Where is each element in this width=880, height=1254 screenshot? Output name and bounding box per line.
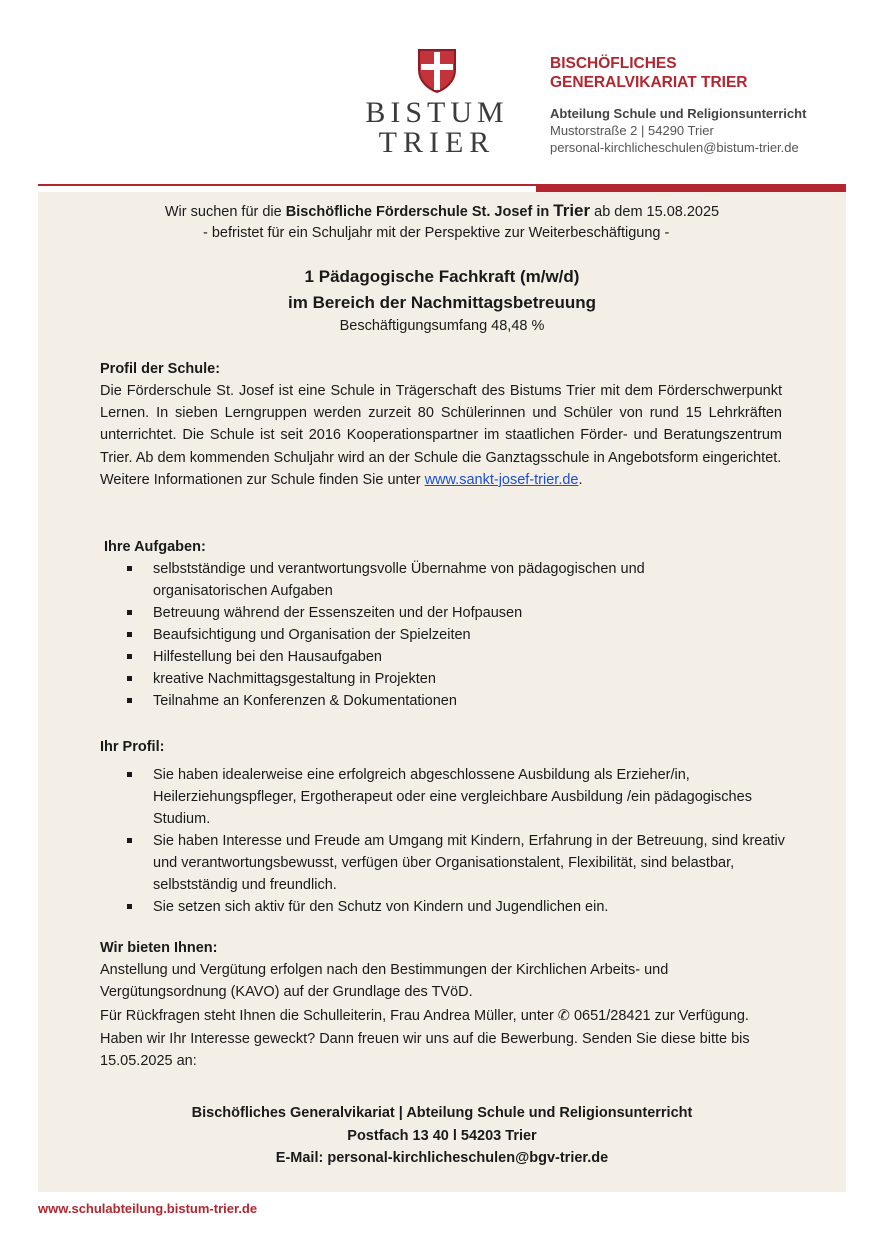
school-profile-text: Die Förderschule St. Josef ist eine Schule in Trägerschaft des Bistums Trier mit dem Förderschwerpunkt Lernen. In sieben Lerngruppen werden zurzeit 80 Schülerinnen und Schüler von rund 15 Lehrkräften unterrichtet. Die Schule ist seit 2016 Kooperationspartner im staatlichen Förder- und Beratungszentrum Trier. Ab dem kommenden Schuljahr wird an der Schule die Ganztagsschule in Angebotsform eingerichtet.	[100, 383, 782, 466]
offer-heading: Wir bieten Ihnen:	[100, 940, 218, 956]
bistum-trier-logo	[362, 48, 512, 158]
offer-apply: Haben wir Ihr Interesse geweckt? Dann freuen wir uns auf die Bewerbung. Senden Sie diese bitte bis 15.05.2025 an:	[100, 1030, 750, 1069]
list-item: Sie haben idealerweise eine erfolgreich abgeschlossene Ausbildung als Erzieher/in, Heilerziehungspfleger, Ergotherapeut oder eine vergleichbare Ausbildung /ein pädagogisches Studium.	[100, 764, 790, 830]
school-website-link[interactable]: www.sankt-josef-trier.de	[424, 471, 579, 488]
tasks-heading: Ihre Aufgaben:	[104, 539, 206, 555]
letterhead	[0, 0, 880, 190]
school-more-info	[100, 469, 782, 491]
intro-date: ab dem 15.08.2025	[590, 204, 720, 220]
address-line2: Postfach 13 40 l 54203 Trier	[347, 1127, 537, 1144]
profile-list	[100, 764, 790, 918]
more-info-suffix: .	[578, 471, 583, 488]
logo-text-bistum: BISTUM	[365, 96, 509, 129]
intro-line	[38, 200, 846, 223]
intro-fixed-term: - befristet für ein Schuljahr mit der Perspektive zur Weiterbeschäftigung -	[203, 225, 670, 241]
application-address	[38, 1102, 846, 1170]
contact-email: personal-kirchlicheschulen@bistum-trier.de	[550, 140, 799, 155]
footer-website[interactable]: www.schulabteilung.bistum-trier.de	[38, 1201, 258, 1216]
profile-list-wrap	[100, 764, 790, 918]
bullet-icon	[127, 566, 132, 571]
org-title-line2: GENERALVIKARIAT TRIER	[550, 74, 748, 91]
bullet-icon	[127, 610, 132, 615]
org-title-line1: BISCHÖFLICHES	[550, 55, 677, 72]
department-name: Abteilung Schule und Religionsunterricht	[550, 106, 807, 121]
list-item: Sie haben Interesse und Freude am Umgang mit Kindern, Erfahrung in der Betreuung, sind kreativ und verantwortungsbewusst, verfügen über Organisationstalent, Flexibilität, sind belastbar, selbstständig und freundlich.	[100, 830, 790, 896]
bullet-icon	[127, 676, 132, 681]
list-item: Beaufsichtigung und Organisation der Spielzeiten	[100, 624, 740, 646]
organization-block	[550, 54, 806, 156]
employment-scope: Beschäftigungsumfang 48,48 %	[339, 318, 545, 334]
section-school-profile	[100, 358, 782, 491]
logo-text-trier: TRIER	[378, 126, 496, 159]
list-item: Betreuung während der Essenszeiten und der Hofpausen	[100, 602, 740, 624]
intro-prefix: Wir suchen für die	[164, 204, 286, 220]
list-item: Hilfestellung bei den Hausaufgaben	[100, 646, 740, 668]
section-profile	[100, 736, 782, 758]
list-item: selbstständige und verantwortungsvolle Übernahme von pädagogischen und organisatorischen Aufgaben	[100, 558, 740, 602]
bullet-icon	[127, 838, 132, 843]
list-item: kreative Nachmittagsgestaltung in Projekten	[100, 668, 740, 690]
bullet-icon	[127, 698, 132, 703]
job-title-line2: im Bereich der Nachmittagsbetreuung	[288, 293, 596, 312]
section-tasks	[104, 536, 786, 558]
section-offer	[100, 937, 770, 1072]
list-item: Sie setzen sich aktiv für den Schutz von Kindern und Jugendlichen ein.	[100, 896, 790, 918]
offer-terms: Anstellung und Vergütung erfolgen nach den Bestimmungen der Kirchlichen Arbeits- und Vergütungsordnung (KAVO) auf der Grundlage des TVöD.	[100, 962, 669, 1001]
tasks-list-wrap	[100, 558, 740, 712]
offer-contact: Für Rückfragen steht Ihnen die Schulleiterin, Frau Andrea Müller, unter ✆ 0651/28421 zur Verfügung.	[100, 1008, 749, 1025]
school-profile-heading: Profil der Schule:	[100, 361, 221, 377]
job-title-line1: 1 Pädagogische Fachkraft (m/w/d)	[304, 267, 580, 286]
bullet-icon	[127, 654, 132, 659]
job-title	[38, 264, 846, 316]
shield-cross-icon	[417, 48, 457, 94]
tasks-list	[100, 558, 740, 712]
postal-address: Mustorstraße 2 | 54290 Trier	[550, 123, 714, 138]
bullet-icon	[127, 772, 132, 777]
intro-school: Bischöfliche Förderschule St. Josef in	[285, 204, 554, 220]
address-line1: Bischöfliches Generalvikariat | Abteilung Schule und Religionsunterricht	[191, 1105, 693, 1121]
more-info-prefix: Weitere Informationen zur Schule finden Sie unter	[100, 471, 425, 488]
list-item: Teilnahme an Konferenzen & Dokumentationen	[100, 690, 740, 712]
bullet-icon	[127, 904, 132, 909]
address-email[interactable]: E-Mail: personal-kirchlicheschulen@bgv-trier.de	[275, 1150, 609, 1166]
job-posting-body	[38, 192, 846, 1192]
intro-city: Trier	[553, 201, 591, 220]
bullet-icon	[127, 632, 132, 637]
profile-heading: Ihr Profil:	[100, 739, 165, 755]
